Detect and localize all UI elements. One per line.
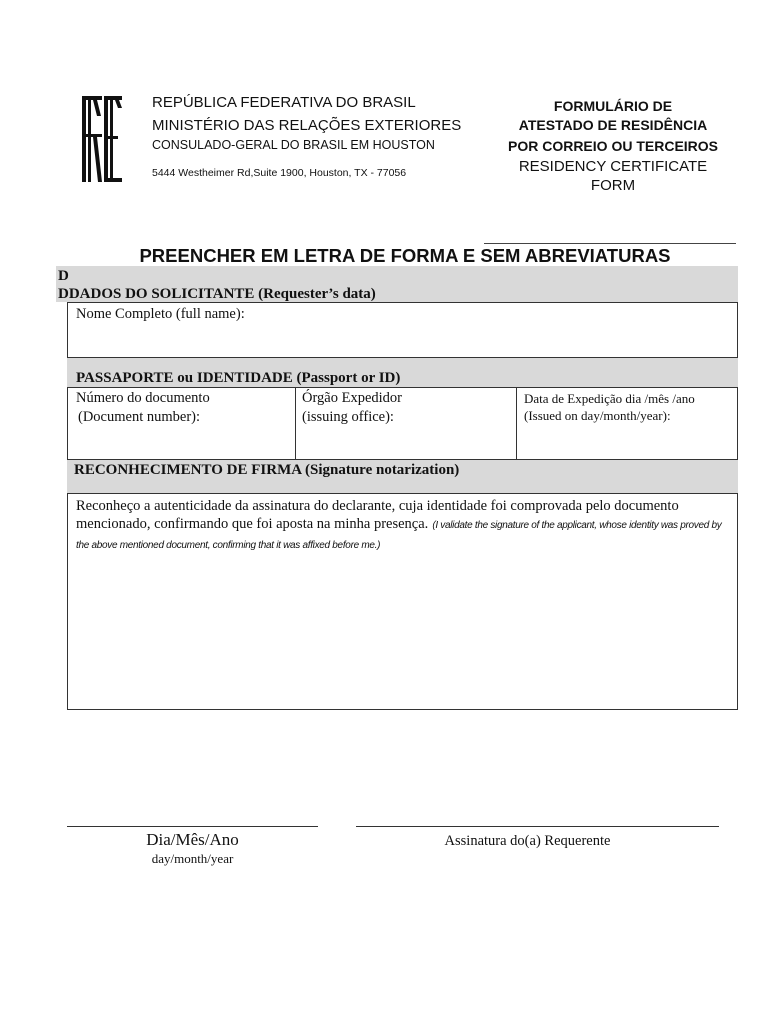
page-title: PREENCHER EM LETRA DE FORMA E SEM ABREVIATURAS [139, 245, 671, 266]
date-signature-line [67, 826, 318, 827]
notarization-text [76, 497, 726, 555]
notarization-box[interactable] [67, 493, 738, 710]
form-title-line-2: ATESTADO DE RESIDÊNCIA [518, 117, 708, 133]
notarization-band [67, 460, 738, 493]
date-label: Dia/Mês/Ano [146, 830, 239, 849]
form-title-line-4: RESIDENCY CERTIFICATE [518, 158, 708, 175]
form-title-line-3: POR CORREIO OU TERCEIROS [507, 138, 719, 154]
signature-label: Assinatura do(a) Requerente [444, 833, 611, 849]
form-title-line-5: FORM [590, 177, 636, 194]
issuer-label-2: (issuing office): [302, 409, 394, 425]
doc-number-label-1: Número do documento [76, 390, 210, 406]
document-number-field[interactable] [67, 387, 296, 460]
issuer-label-1: Órgão Expedidor [302, 390, 402, 406]
issue-date-label-1: Data de Expedição dia /mês /ano [524, 391, 695, 406]
header-country: REPÚBLICA FEDERATIVA DO BRASIL [152, 94, 416, 111]
form-title-line-1: FORMULÁRIO DE [553, 98, 673, 114]
header-consulate: CONSULADO-GERAL DO BRASIL EM HOUSTON [152, 138, 435, 152]
header-address: 5444 Westheimer Rd,Suite 1900, Houston, TX - 77056 [152, 167, 407, 179]
doc-number-label-2: (Document number): [78, 409, 201, 425]
date-label-en: day/month/year [151, 851, 234, 866]
issue-date-label-2: (Issued on day/month/year): [524, 408, 671, 423]
notarization-section-label: RECONHECIMENTO DE FIRMA (Signature notarization) [74, 462, 460, 478]
issuing-office-field[interactable] [295, 387, 517, 460]
header-ministry: MINISTÉRIO DAS RELAÇÕES EXTERIORES [152, 117, 462, 134]
consulate-logo [82, 96, 122, 182]
notarization-text-en: (I validate the signature of the applicant, whose identity was proved by the above mentioned document, confirming that it was affixed before me.) [76, 520, 722, 551]
stray-letter: D [58, 268, 69, 284]
notarization-text-pt: Reconheço a autenticidade da assinatura do declarante, cuja identidade foi comprovada pelo documento mencionado, confirmando que foi aposta na minha presença. [76, 498, 679, 532]
passport-section-label: PASSAPORTE ou IDENTIDADE (Passport or ID) [76, 370, 401, 386]
passport-band [67, 358, 738, 387]
full-name-label: Nome Completo (full name): [76, 306, 245, 322]
header-rule [484, 243, 736, 244]
issue-date-field[interactable] [516, 387, 738, 460]
full-name-field[interactable] [67, 302, 738, 358]
requester-signature-line [356, 826, 719, 827]
requester-section-label: DDADOS DO SOLICITANTE (Requester’s data) [58, 286, 376, 302]
